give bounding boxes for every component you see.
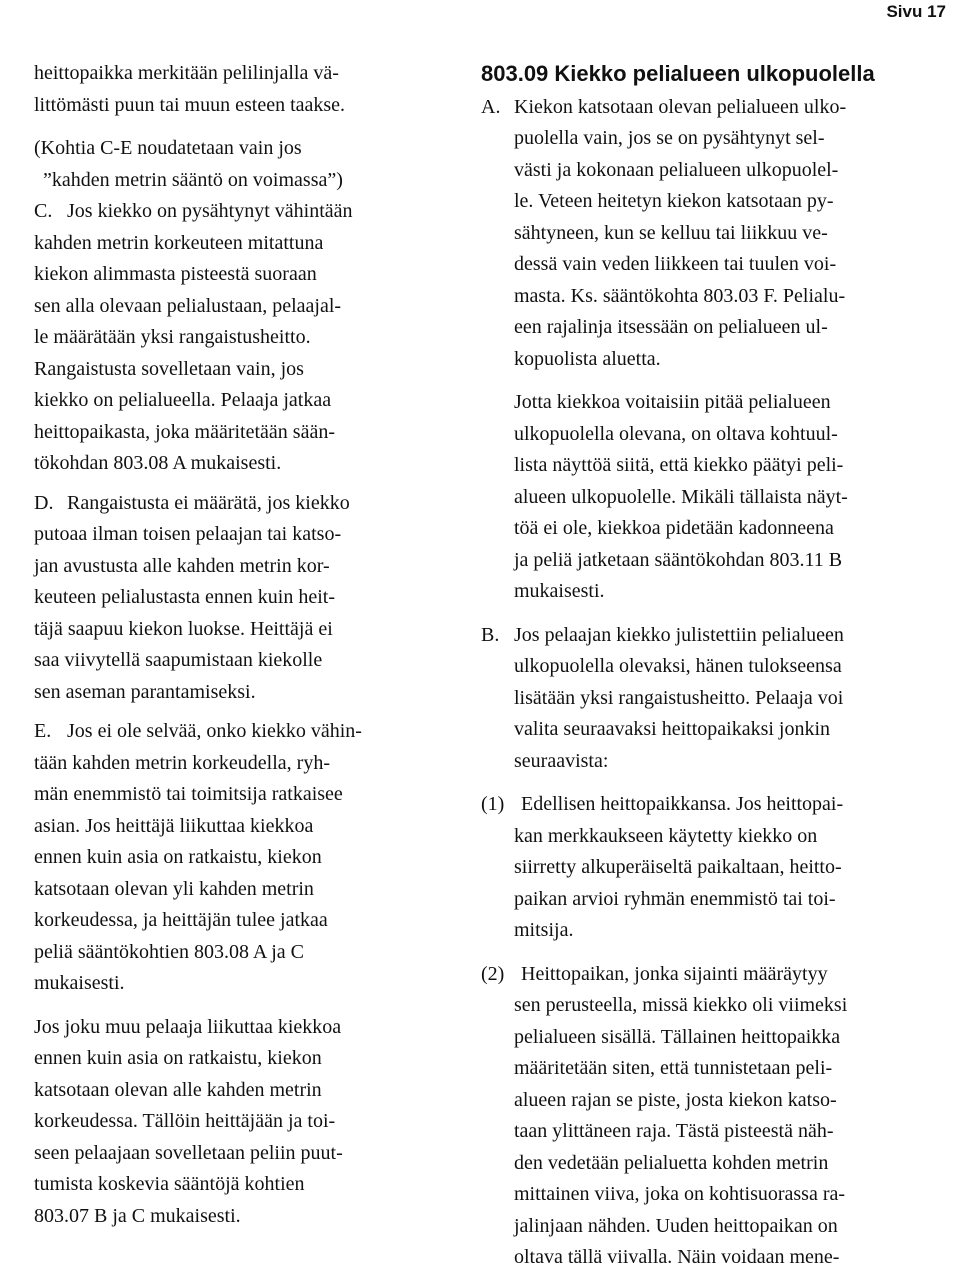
text-line: sen aseman parantamiseksi. xyxy=(34,680,256,703)
text-line: ja peliä jatketaan sääntökohdan 803.11 B xyxy=(514,548,843,571)
text-line: heittopaikka merkitään pelilinjalla vä- xyxy=(34,62,339,84)
text-line: taan ylittäneen raja. Tästä pisteestä näh- xyxy=(514,1120,834,1142)
item-marker: E. xyxy=(34,720,52,742)
text-line: lista näyttöä siitä, että kiekko päätyi peli- xyxy=(514,454,844,476)
item-marker: D. xyxy=(34,491,54,514)
text-line: korkeudessa. Tällöin heittäjään ja toi- xyxy=(34,1110,336,1132)
text-line: Rangaistusta sovelletaan vain, jos xyxy=(34,357,304,380)
text-line: västi ja kokonaan pelialueen ulkopuolel- xyxy=(514,158,839,181)
text-line: putoaa ilman toisen pelaajan tai katso- xyxy=(34,523,342,545)
text-line: saa viivytellä saapumistaan kiekolle xyxy=(34,649,323,671)
rule-item-a xyxy=(481,92,951,376)
text-line: kan merkkaukseen käytetty kiekko on xyxy=(514,824,818,847)
text-line: valita seuraavaksi heittopaikaksi jonkin xyxy=(514,718,831,740)
paragraph-a-continued xyxy=(481,387,951,608)
item-marker: (1) xyxy=(481,793,505,815)
text-line: masta. Ks. sääntökohta 803.03 F. Pelialu- xyxy=(514,284,846,307)
text-line: Jotta kiekkoa voitaisiin pitää pelialueen xyxy=(514,391,831,413)
option-1 xyxy=(481,789,951,947)
text-line: oltava tällä viivalla. Näin voidaan mene- xyxy=(514,1246,840,1268)
text-line: alueen rajan se piste, josta kiekon katso- xyxy=(514,1088,837,1111)
text-line: Jos ei ole selvää, onko kiekko vähin- xyxy=(67,720,362,742)
paragraph-continued xyxy=(34,58,454,121)
text-line: (Kohtia C-E noudatetaan vain jos xyxy=(34,137,302,159)
rule-item-e xyxy=(34,716,454,1000)
text-line: ulkopuolella olevana, on oltava kohtuul- xyxy=(514,422,838,445)
item-marker: C. xyxy=(34,200,53,222)
text-line: siirretty alkuperäiseltä paikaltaan, heitto- xyxy=(514,856,842,878)
text-line: ennen kuin asia on ratkaistu, kiekon xyxy=(34,846,322,868)
text-line: paikan arvioi ryhmän enemmistö tai toi- xyxy=(514,887,836,910)
text-line: sähtyneen, kun se kelluu tai liikkuu ve- xyxy=(514,221,828,244)
text-line: mukaisesti. xyxy=(514,580,605,602)
text-line: keuteen pelialustasta ennen kuin heit- xyxy=(34,586,336,608)
text-line: korkeudessa, ja heittäjän tulee jatkaa xyxy=(34,909,328,931)
section-heading: 803.09 Kiekko pelialueen ulkopuolella xyxy=(481,61,875,86)
text-line: littömästi puun tai muun esteen taakse. xyxy=(34,93,346,116)
item-marker: A. xyxy=(481,95,501,118)
text-line: alueen ulkopuolelle. Mikäli tällaista näyt- xyxy=(514,485,848,508)
text-line: sen alla olevaan pelialustaan, pelaajal- xyxy=(34,294,342,317)
text-line: kiekon alimmasta pisteestä suoraan xyxy=(34,263,317,285)
text-line: sen perusteella, missä kiekko oli viimeksi xyxy=(514,994,848,1016)
text-line: een rajalinja itsessään on pelialueen ul- xyxy=(514,316,828,338)
text-line: tään kahden metrin korkeudella, ryh- xyxy=(34,751,330,774)
text-line: katsotaan olevan alle kahden metrin xyxy=(34,1078,322,1101)
right-column xyxy=(481,58,951,1274)
text-line: Kiekon katsotaan olevan pelialueen ulko- xyxy=(514,95,847,118)
rule-item-b xyxy=(481,620,951,778)
text-line: katsotaan olevan yli kahden metrin xyxy=(34,877,314,900)
text-line: ”kahden metrin sääntö on voimassa”) xyxy=(43,168,343,191)
page-number: Sivu 17 xyxy=(886,2,946,21)
text-line: 803.07 B ja C mukaisesti. xyxy=(34,1204,241,1227)
text-line: pelialueen sisällä. Tällainen heittopaikka xyxy=(514,1025,841,1048)
text-line: ulkopuolella olevaksi, hänen tulokseensa xyxy=(514,655,842,677)
text-line: lisätään yksi rangaistusheitto. Pelaaja voi xyxy=(514,686,844,709)
text-line: kahden metrin korkeuteen mitattuna xyxy=(34,231,324,254)
text-line: peliä sääntökohtien 803.08 A ja C xyxy=(34,940,304,963)
left-column xyxy=(34,58,454,1232)
text-line: le. Veteen heitetyn kiekon katsotaan py- xyxy=(514,190,834,212)
text-line: le määrätään yksi rangaistusheitto. xyxy=(34,326,311,348)
text-line: kopuolista aluetta. xyxy=(514,347,661,370)
text-line: täjä saapuu kiekon luokse. Heittäjä ei xyxy=(34,617,333,640)
text-line: kiekko on pelialueella. Pelaaja jatkaa xyxy=(34,389,332,411)
text-line: dessä vain veden liikkeen tai tuulen voi- xyxy=(514,253,837,275)
text-line: tumista koskevia sääntöjä kohtien xyxy=(34,1173,305,1195)
text-line: mukaisesti. xyxy=(34,972,125,994)
note-paragraph xyxy=(34,133,454,196)
text-line: jalinjaan nähden. Uuden heittopaikan on xyxy=(514,1214,838,1237)
item-marker: (2) xyxy=(481,962,505,985)
text-line: Jos kiekko on pysähtynyt vähintään xyxy=(67,200,353,222)
text-line: Rangaistusta ei määrätä, jos kiekko xyxy=(67,491,350,514)
text-line: mitsija. xyxy=(514,919,574,941)
text-line: jan avustusta alle kahden metrin kor- xyxy=(34,554,330,577)
text-line: den vedetään pelialuetta kohden metrin xyxy=(514,1151,829,1174)
paragraph-e-continued xyxy=(34,1012,454,1233)
text-line: töä ei ole, kiekkoa pidetään kadonneena xyxy=(514,517,834,539)
rule-item-d xyxy=(34,488,454,709)
text-line: asian. Jos heittäjä liikuttaa kiekkoa xyxy=(34,814,314,837)
rule-item-c xyxy=(34,196,454,480)
option-2 xyxy=(481,959,951,1274)
text-line: tökohdan 803.08 A mukaisesti. xyxy=(34,452,282,474)
text-line: seen pelaajaan sovelletaan peliin puut- xyxy=(34,1141,343,1164)
text-line: seuraavista: xyxy=(514,749,609,772)
text-line: Heittopaikan, jonka sijainti määräytyy xyxy=(521,962,828,985)
text-line: Jos joku muu pelaaja liikuttaa kiekkoa xyxy=(34,1015,342,1038)
text-line: ennen kuin asia on ratkaistu, kiekon xyxy=(34,1047,322,1069)
text-line: heittopaikasta, joka määritetään sään- xyxy=(34,420,335,443)
item-marker: B. xyxy=(481,623,500,646)
text-line: määritetään siten, että tunnistetaan peli- xyxy=(514,1057,833,1079)
text-line: puolella vain, jos se on pysähtynyt sel- xyxy=(514,127,825,149)
text-line: mittainen viiva, joka on kohtisuorassa ra- xyxy=(514,1183,846,1205)
text-line: Edellisen heittopaikkansa. Jos heittopai- xyxy=(521,793,844,815)
text-line: män enemmistö tai toimitsija ratkaisee xyxy=(34,783,343,805)
text-line: Jos pelaajan kiekko julistettiin pelialueen xyxy=(514,623,844,646)
